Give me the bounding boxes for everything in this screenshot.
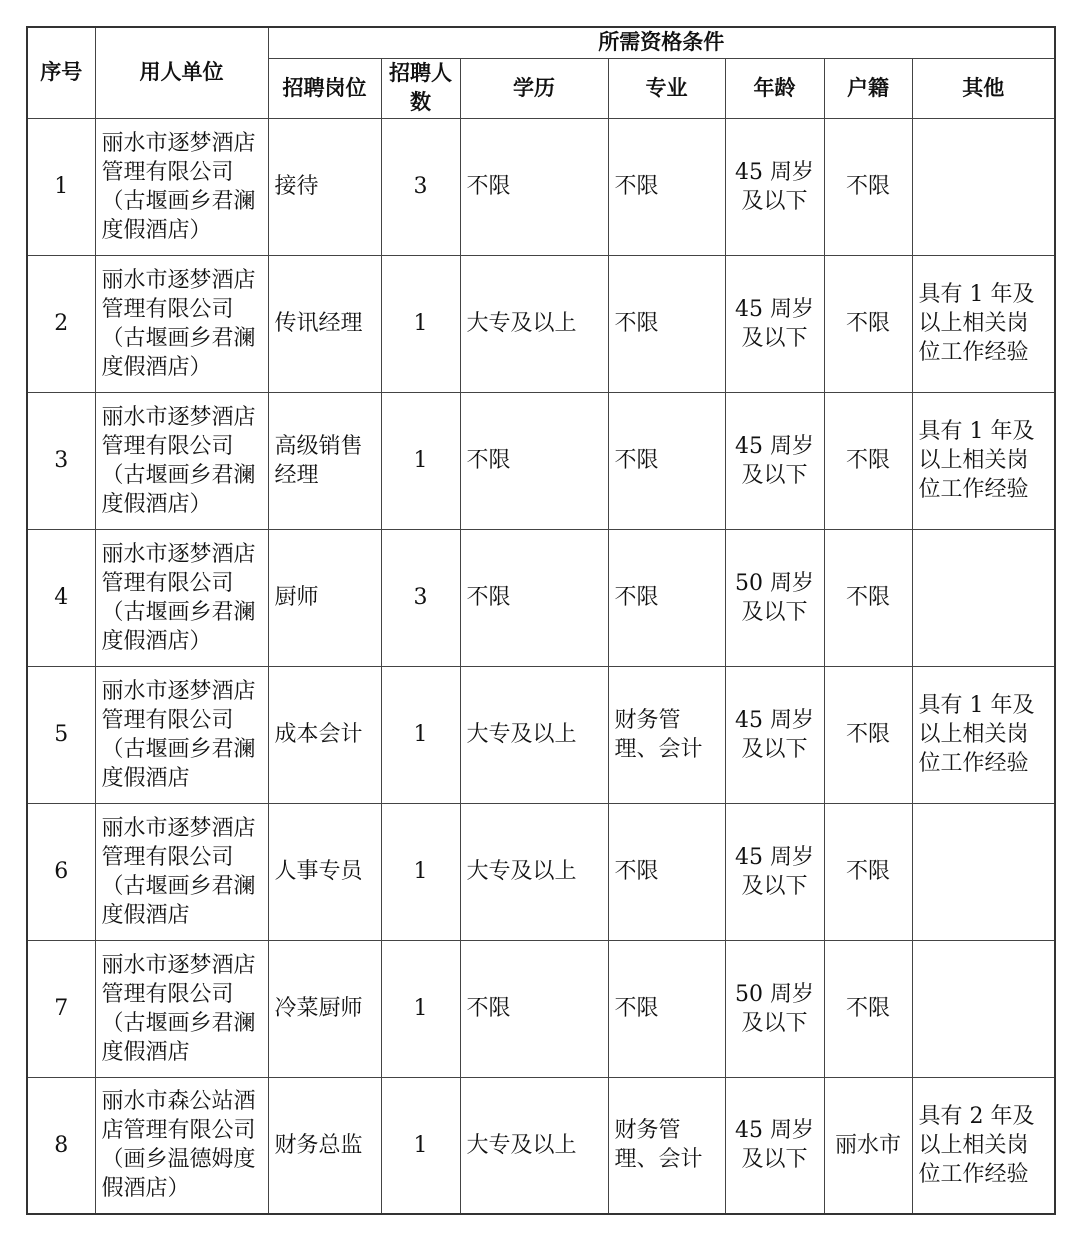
cell-seq: 4 xyxy=(27,529,95,666)
cell-major: 不限 xyxy=(608,940,725,1077)
cell-age: 45 周岁及以下 xyxy=(725,666,824,803)
cell-unit: 丽水市逐梦酒店管理有限公司（古堰画乡君澜度假酒店 xyxy=(95,666,268,803)
cell-count: 3 xyxy=(381,529,460,666)
cell-unit: 丽水市逐梦酒店管理有限公司（古堰画乡君澜度假酒店） xyxy=(95,255,268,392)
cell-hukou: 不限 xyxy=(824,666,912,803)
cell-position: 厨师 xyxy=(268,529,381,666)
cell-hukou: 不限 xyxy=(824,940,912,1077)
cell-major: 财务管理、会计 xyxy=(608,1077,725,1214)
cell-unit: 丽水市逐梦酒店管理有限公司（古堰画乡君澜度假酒店） xyxy=(95,118,268,255)
cell-count: 1 xyxy=(381,803,460,940)
cell-major: 不限 xyxy=(608,392,725,529)
cell-education: 大专及以上 xyxy=(460,255,608,392)
cell-other: 具有 2 年及以上相关岗位工作经验 xyxy=(912,1077,1055,1214)
cell-other: 具有 1 年及以上相关岗位工作经验 xyxy=(912,255,1055,392)
header-requirements: 所需资格条件 xyxy=(268,27,1055,58)
cell-age: 45 周岁及以下 xyxy=(725,1077,824,1214)
table-row xyxy=(27,255,1055,392)
cell-education: 大专及以上 xyxy=(460,803,608,940)
cell-position: 接待 xyxy=(268,118,381,255)
header-position: 招聘岗位 xyxy=(268,58,381,118)
header-major: 专业 xyxy=(608,58,725,118)
cell-count: 1 xyxy=(381,255,460,392)
table-row xyxy=(27,118,1055,255)
cell-position: 冷菜厨师 xyxy=(268,940,381,1077)
cell-other xyxy=(912,940,1055,1077)
cell-unit: 丽水市逐梦酒店管理有限公司（古堰画乡君澜度假酒店 xyxy=(95,803,268,940)
header-unit: 用人单位 xyxy=(95,27,268,118)
cell-age: 50 周岁及以下 xyxy=(725,529,824,666)
cell-seq: 3 xyxy=(27,392,95,529)
cell-count: 3 xyxy=(381,118,460,255)
cell-position: 传讯经理 xyxy=(268,255,381,392)
cell-hukou: 不限 xyxy=(824,529,912,666)
cell-position: 人事专员 xyxy=(268,803,381,940)
cell-seq: 5 xyxy=(27,666,95,803)
header-education: 学历 xyxy=(460,58,608,118)
header-age: 年龄 xyxy=(725,58,824,118)
cell-other xyxy=(912,118,1055,255)
cell-major: 不限 xyxy=(608,255,725,392)
cell-education: 不限 xyxy=(460,118,608,255)
header-hukou: 户籍 xyxy=(824,58,912,118)
cell-age: 45 周岁及以下 xyxy=(725,255,824,392)
cell-major: 不限 xyxy=(608,118,725,255)
table-row xyxy=(27,392,1055,529)
recruitment-table-container xyxy=(26,26,1056,1215)
table-row xyxy=(27,803,1055,940)
cell-seq: 7 xyxy=(27,940,95,1077)
cell-other xyxy=(912,803,1055,940)
header-count: 招聘人数 xyxy=(381,58,460,118)
cell-seq: 2 xyxy=(27,255,95,392)
table-row xyxy=(27,529,1055,666)
cell-unit: 丽水市逐梦酒店管理有限公司（古堰画乡君澜度假酒店） xyxy=(95,392,268,529)
cell-other: 具有 1 年及以上相关岗位工作经验 xyxy=(912,392,1055,529)
cell-count: 1 xyxy=(381,1077,460,1214)
cell-position: 财务总监 xyxy=(268,1077,381,1214)
cell-hukou: 丽水市 xyxy=(824,1077,912,1214)
cell-hukou: 不限 xyxy=(824,392,912,529)
table-row xyxy=(27,666,1055,803)
cell-unit: 丽水市森公站酒店管理有限公司（画乡温德姆度假酒店） xyxy=(95,1077,268,1214)
cell-seq: 8 xyxy=(27,1077,95,1214)
cell-age: 50 周岁及以下 xyxy=(725,940,824,1077)
cell-unit: 丽水市逐梦酒店管理有限公司（古堰画乡君澜度假酒店 xyxy=(95,940,268,1077)
cell-position: 成本会计 xyxy=(268,666,381,803)
cell-other: 具有 1 年及以上相关岗位工作经验 xyxy=(912,666,1055,803)
cell-position: 高级销售经理 xyxy=(268,392,381,529)
cell-other xyxy=(912,529,1055,666)
cell-hukou: 不限 xyxy=(824,803,912,940)
cell-age: 45 周岁及以下 xyxy=(725,118,824,255)
cell-age: 45 周岁及以下 xyxy=(725,803,824,940)
header-row-top xyxy=(27,27,1055,58)
recruitment-table xyxy=(26,26,1056,1215)
header-seq: 序号 xyxy=(27,27,95,118)
cell-count: 1 xyxy=(381,940,460,1077)
table-row xyxy=(27,1077,1055,1214)
cell-count: 1 xyxy=(381,392,460,529)
cell-hukou: 不限 xyxy=(824,118,912,255)
cell-count: 1 xyxy=(381,666,460,803)
cell-education: 不限 xyxy=(460,392,608,529)
table-row xyxy=(27,940,1055,1077)
cell-hukou: 不限 xyxy=(824,255,912,392)
cell-major: 不限 xyxy=(608,529,725,666)
cell-age: 45 周岁及以下 xyxy=(725,392,824,529)
cell-education: 不限 xyxy=(460,940,608,1077)
cell-major: 不限 xyxy=(608,803,725,940)
cell-education: 大专及以上 xyxy=(460,666,608,803)
header-other: 其他 xyxy=(912,58,1055,118)
cell-seq: 6 xyxy=(27,803,95,940)
cell-seq: 1 xyxy=(27,118,95,255)
cell-major: 财务管理、会计 xyxy=(608,666,725,803)
cell-education: 不限 xyxy=(460,529,608,666)
cell-unit: 丽水市逐梦酒店管理有限公司（古堰画乡君澜度假酒店） xyxy=(95,529,268,666)
cell-education: 大专及以上 xyxy=(460,1077,608,1214)
